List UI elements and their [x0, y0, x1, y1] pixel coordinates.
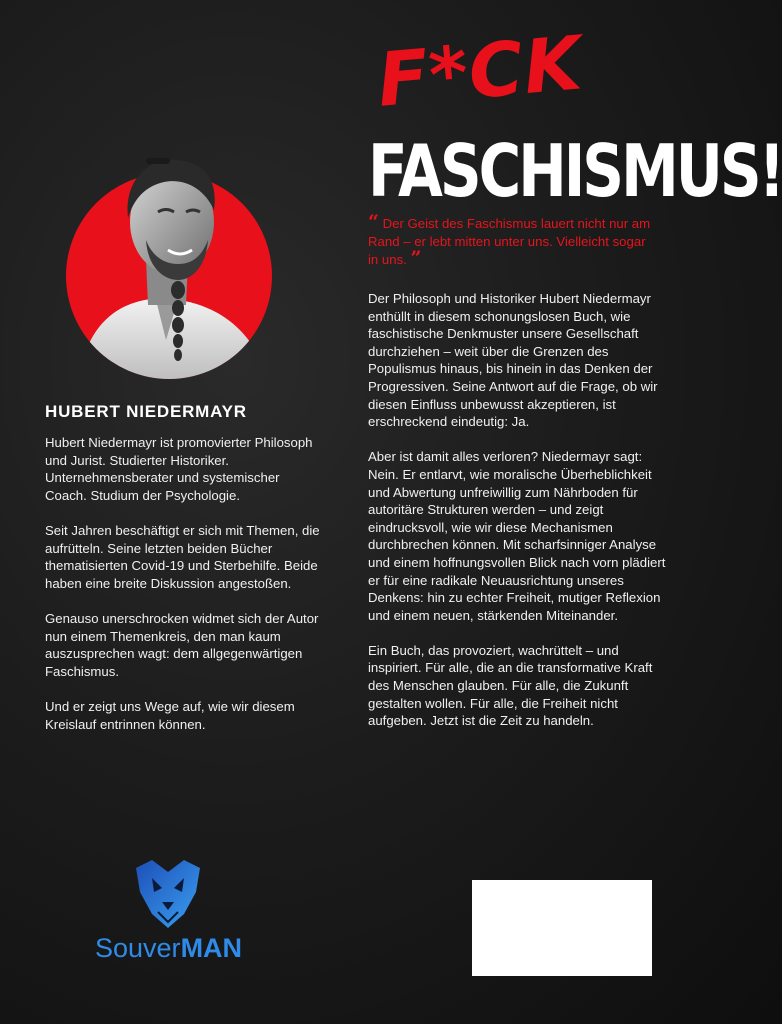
- author-bio: [45, 434, 320, 751]
- bio-paragraph: Genauso unerschrocken widmet sich der Autor nun einem Themenkreis, den man kaum auszusprechen wagt: dem allgegenwärtigen Faschismus.: [45, 610, 319, 679]
- bio-paragraph: Hubert Niedermayr ist promovierter Philosoph und Jurist. Studierter Historiker. Unternehmensberater und systemischer Coach. Studium der Psychologie.: [45, 435, 313, 503]
- book-description: [368, 290, 668, 747]
- quote-text: Der Geist des Faschismus lauert nicht nur am Rand – er lebt mitten unter uns. Vielleicht sogar in uns.: [368, 216, 651, 268]
- barcode-area: [472, 880, 652, 976]
- lion-head-icon: [132, 858, 204, 930]
- pull-quote: [368, 211, 658, 270]
- bio-paragraph: Seit Jahren beschäftigt er sich mit Themen, die aufrütteln. Seine letzten beiden Bücher thematisierten Covid-19 und Sterbehilfe. Beide haben eine breite Diskussion angestoßen.: [45, 522, 320, 591]
- quote-open-mark: “: [368, 211, 379, 233]
- description-paragraph: Der Philosoph und Historiker Hubert Niedermayr enthüllt in diesem schonungslosen Buch, wie faschistische Denkmuster unsere Gesellschaft durchziehen – weit über die Grenzen des Populismus hinaus, bis hinein in das Denken der Progressiven. Seine Antwort auf die Frage, ob wir diesen Einfluss unbewusst akzeptieren, ist erschreckend eindeutig: Ja.: [368, 291, 658, 430]
- author-name-heading: HUBERT NIEDERMAYR: [45, 402, 247, 421]
- author-portrait: [66, 140, 272, 390]
- publisher-name: [95, 933, 265, 964]
- title-line-1: F*CK: [374, 20, 586, 124]
- title-line-2: FASCHISMUS!: [368, 128, 782, 214]
- description-paragraph: Aber ist damit alles verloren? Niedermayr sagt: Nein. Er entlarvt, wie moralische Überheblichkeit und Abwertung unfreiwillig zum Nährboden für autoritäre Strukturen werden – und zeigt eindrucksvoll, wie wir diese Mechanismen durchbrechen können. Mit scharfsinniger Analyse und einem hoffnungsvollen Blick nach vorn plädiert er für eine radikale Neuausrichtung unseres Denkens: hin zu echter Freiheit, mutiger Reflexion und einem neuen, stärkenden Miteinander.: [368, 449, 666, 623]
- publisher-name-part1: Souver: [95, 933, 181, 963]
- publisher-name-part2: MAN: [180, 933, 243, 963]
- bio-paragraph: Und er zeigt uns Wege auf, wie wir diesem Kreislauf entrinnen können.: [45, 698, 295, 732]
- quote-close-mark: ”: [410, 247, 422, 270]
- publisher-logo: [95, 858, 265, 968]
- description-paragraph: Ein Buch, das provoziert, wachrüttelt – und inspiriert. Für alle, die an die transformative Kraft des Menschen glauben. Für alle, die Zukunft gestalten wollen. Für alle, die Freiheit nicht aufgeben. Jetzt ist die Zeit zu handeln.: [368, 642, 653, 729]
